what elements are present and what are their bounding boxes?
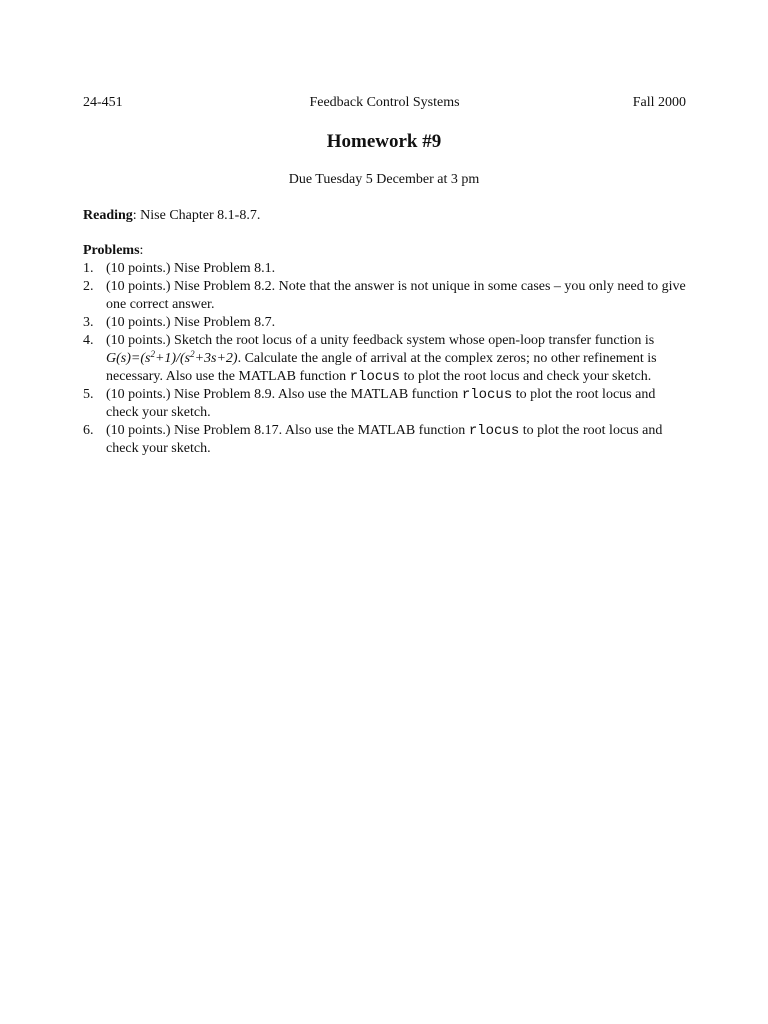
problem-text: (10 points.) Nise Problem 8.1.	[106, 261, 276, 276]
problem-text	[106, 423, 662, 456]
problem-item-3	[83, 314, 687, 332]
problem-text: (10 points.) Nise Problem 8.2. Note that the answer is not unique in some cases – you only need to give one correct answer.	[106, 279, 686, 312]
code-rlocus: rlocus	[461, 387, 513, 403]
course-number: 24-451	[83, 95, 123, 110]
problems-colon: :	[139, 243, 144, 258]
problem-text-part: . Calculate the angle of arrival at the complex zeros; no other refinement is necessary. Also use the MATLAB function	[106, 351, 657, 384]
problem-number: 5.	[83, 387, 94, 402]
problem-text-part: to plot the root locus and check your sketch.	[106, 423, 663, 456]
problems-label: Problems	[83, 243, 140, 258]
problem-text-part: to plot the root locus and check your sketch.	[400, 369, 652, 384]
problem-number: 6.	[83, 423, 94, 438]
problem-text	[106, 333, 657, 384]
tf-part: G(s)=(s	[106, 351, 151, 366]
term: Fall 2000	[632, 95, 686, 110]
problem-text-part: (10 points.) Sketch the root locus of a unity feedback system whose open-loop transfer function is	[106, 333, 655, 348]
course-title: Feedback Control Systems	[309, 95, 460, 110]
problem-item-2	[83, 278, 687, 314]
tf-part: +1)/(s	[154, 351, 191, 366]
problem-item-6	[83, 422, 687, 458]
problem-number: 2.	[83, 279, 94, 294]
due-date: Due Tuesday 5 December at 3 pm	[288, 172, 480, 187]
transfer-function	[106, 351, 238, 366]
reading-text: : Nise Chapter 8.1-8.7.	[132, 208, 261, 223]
problem-list	[83, 260, 687, 458]
problem-item-5	[83, 386, 687, 422]
tf-part: +3s+2)	[194, 351, 238, 366]
problem-text-part: (10 points.) Nise Problem 8.17. Also use the MATLAB function	[106, 423, 469, 438]
problem-item-1	[83, 260, 687, 278]
problem-text	[106, 387, 655, 420]
code-rlocus: rlocus	[349, 369, 401, 385]
reading-line	[83, 207, 260, 225]
code-rlocus: rlocus	[468, 423, 520, 439]
problem-number: 4.	[83, 333, 94, 348]
problem-number: 1.	[83, 261, 94, 276]
page-title: Homework #9	[326, 131, 442, 152]
problem-text-part: to plot the root locus and check your sketch.	[106, 387, 656, 420]
tf-exponent: 2	[190, 349, 195, 359]
tf-exponent: 2	[150, 349, 155, 359]
page-header	[83, 94, 686, 112]
reading-label: Reading	[83, 208, 133, 223]
problem-number: 3.	[83, 315, 94, 330]
problem-text-part: (10 points.) Nise Problem 8.9. Also use the MATLAB function	[106, 387, 462, 402]
problem-text: (10 points.) Nise Problem 8.7.	[106, 315, 276, 330]
problems-heading	[83, 242, 143, 260]
problem-item-4	[83, 332, 687, 386]
